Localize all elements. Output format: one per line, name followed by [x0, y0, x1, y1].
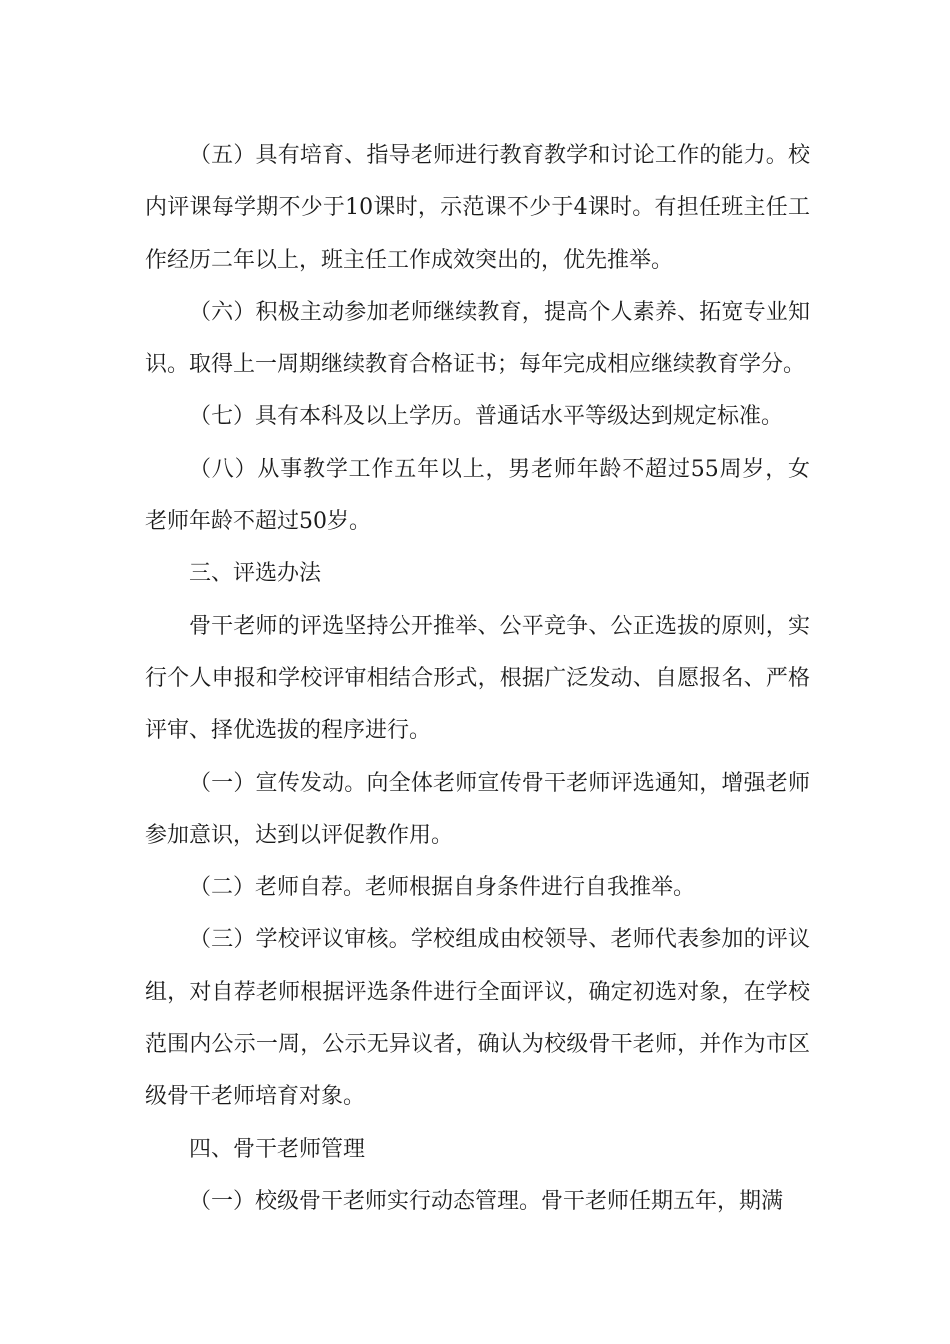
paragraph-selection-principle: 骨干老师的评选坚持公开推举、公平竞争、公正选拔的原则，实行个人申报和学校评审相结合形式，根据广泛发动、自愿报名、严格评审、择优选拔的程序进行。	[145, 613, 810, 744]
paragraph-eight: （八）从事教学工作五年以上，男老师年龄不超过55周岁，女老师年龄不超过50岁。	[145, 456, 810, 535]
section-heading-selection-method: 三、评选办法	[189, 561, 322, 587]
paragraph-step-two: （二）老师自荐。老师根据自身条件进行自我推举。	[189, 875, 696, 901]
paragraph-step-one: （一）宣传发动。向全体老师宣传骨干老师评选通知，增强老师参加意识，达到以评促教作用。	[145, 770, 810, 848]
paragraph-seven: （七）具有本科及以上学历。普通话水平等级达到规定标准。	[189, 404, 784, 430]
paragraph-six: （六）积极主动参加老师继续教育，提高个人素养、拓宽专业知识。取得上一周期继续教育合格证书；每年完成相应继续教育学分。	[145, 299, 810, 378]
paragraph-step-three: （三）学校评议审核。学校组成由校领导、老师代表参加的评议组，对自荐老师根据评选条件进行全面评议，确定初选对象，在学校范围内公示一周，公示无异议者，确认为校级骨干老师，并作为市区级骨干老师培育对象。	[145, 927, 810, 1110]
document-page	[145, 130, 810, 1228]
paragraph-five: （五）具有培育、指导老师进行教育教学和讨论工作的能力。校内评课每学期不少于10课时，示范课不少于4课时。有担任班主任工作经历二年以上，班主任工作成效突出的，优先推举。	[145, 143, 810, 273]
paragraph-management-one: （一）校级骨干老师实行动态管理。骨干老师任期五年，期满	[189, 1188, 784, 1214]
section-heading-management: 四、骨干老师管理	[189, 1136, 366, 1162]
